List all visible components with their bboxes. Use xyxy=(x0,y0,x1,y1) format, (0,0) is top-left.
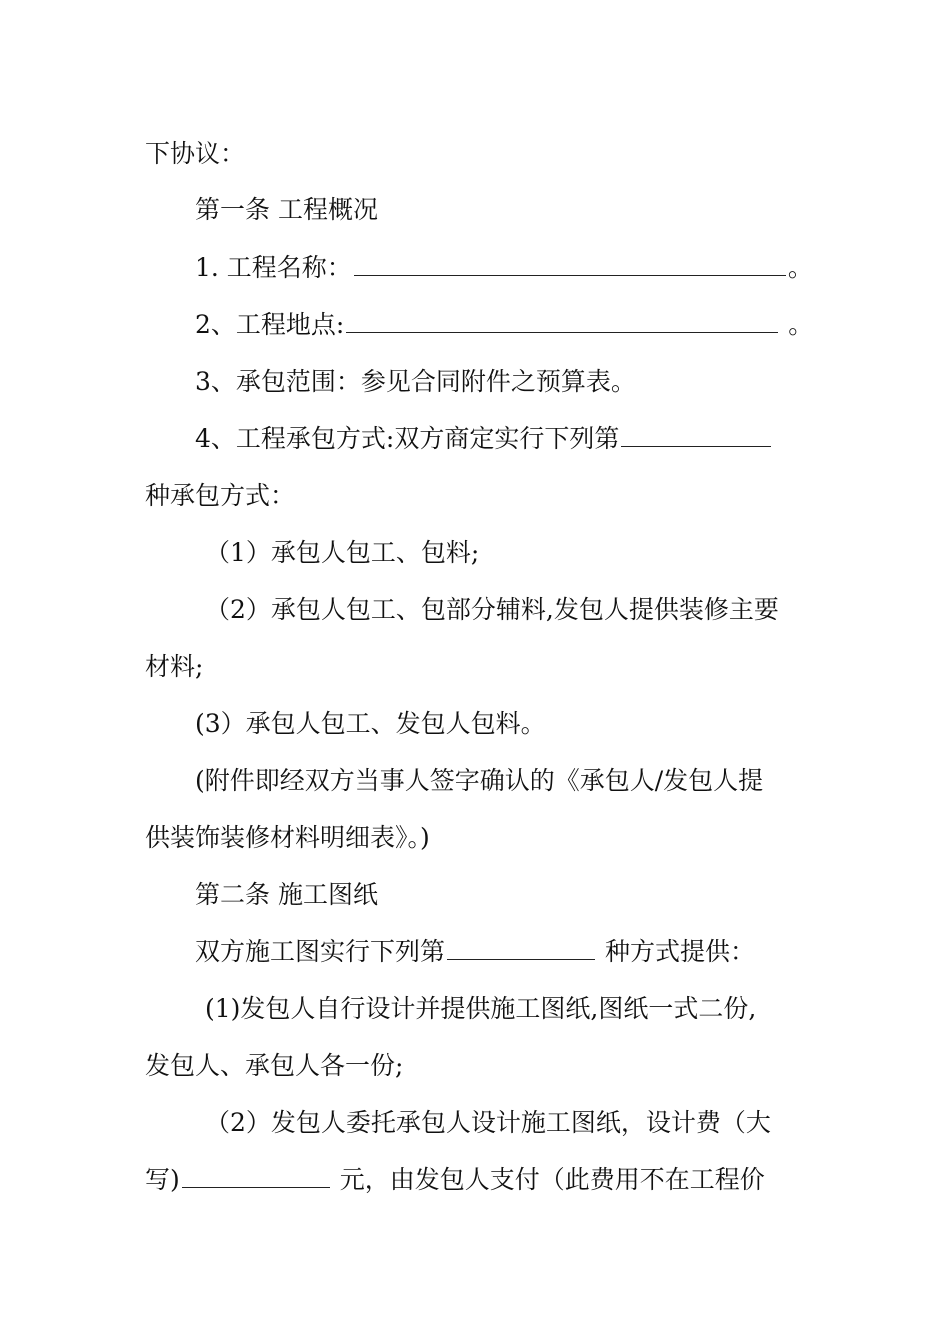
contract-method-line: 4、工程承包方式:双方商定实行下列第 xyxy=(0,419,950,459)
article-2-heading: 第二条 施工图纸 xyxy=(195,880,378,909)
drawing-option-2: （2）发包人委托承包人设计施工图纸，设计费（大 xyxy=(205,1108,771,1137)
project-location-line: 2、工程地点: 。 xyxy=(0,305,950,345)
contract-method-blank[interactable] xyxy=(621,420,771,447)
drawing-method-line: 双方施工图实行下列第 种方式提供： xyxy=(0,932,950,972)
option-1: （1）承包人包工、包料; xyxy=(205,538,480,567)
text-line: 材料; xyxy=(145,652,204,681)
article-1-heading: 第一条 工程概况 xyxy=(195,195,378,224)
project-name-blank[interactable] xyxy=(354,249,786,276)
project-name-line: 1. 工程名称： 。 xyxy=(0,248,950,288)
drawing-method-blank[interactable] xyxy=(447,933,595,960)
text-line: 下协议： xyxy=(145,139,246,168)
text-line: 发包人、承包人各一份; xyxy=(145,1051,404,1080)
option-3: (3）承包人包工、发包人包料。 xyxy=(195,709,546,738)
scope-line: 3、承包范围：参见合同附件之预算表。 xyxy=(195,367,636,396)
attachment-note: (附件即经双方当事人签字确认的《承包人/发包人提 xyxy=(195,766,764,795)
text-line: 种承包方式： xyxy=(145,481,296,510)
design-fee-blank[interactable] xyxy=(182,1161,330,1188)
project-location-blank[interactable] xyxy=(346,306,778,333)
design-fee-line: 写) 元，由发包人支付（此费用不在工程价 xyxy=(0,1160,950,1200)
text-line: 供装饰装修材料明细表》。) xyxy=(145,823,430,852)
drawing-option-1: (1)发包人自行设计并提供施工图纸,图纸一式二份, xyxy=(205,994,757,1023)
option-2: （2）承包人包工、包部分辅料,发包人提供装修主要 xyxy=(205,595,779,624)
